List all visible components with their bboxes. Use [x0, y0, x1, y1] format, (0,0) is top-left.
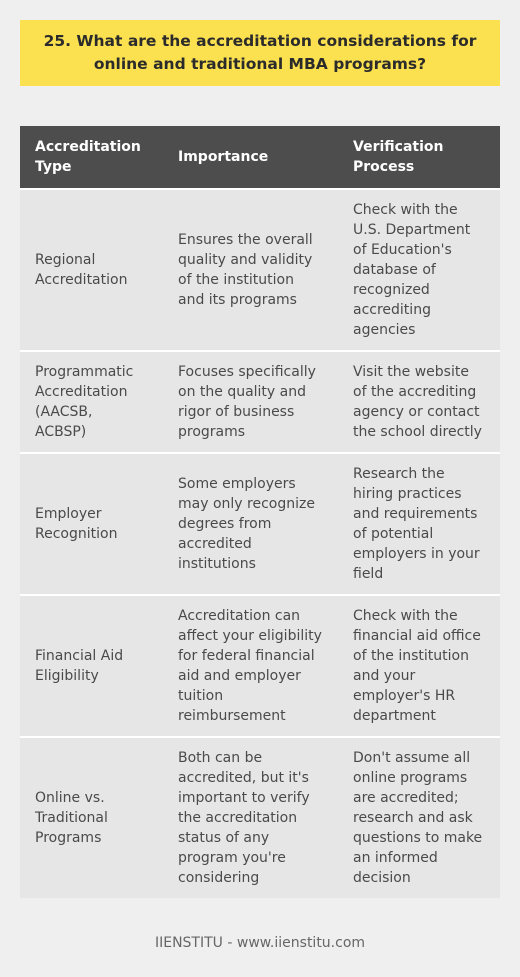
header-verification-process: Verification Process: [338, 126, 500, 189]
footer-credit: IIENSTITU - www.iienstitu.com: [154, 935, 366, 951]
cell-importance: Ensures the overall quality and validity of the institution and its programs: [163, 189, 338, 351]
table-header-row: [20, 126, 500, 189]
cell-importance: Accreditation can affect your eligibility for federal financial aid and employer tuition reimbursement: [163, 595, 338, 737]
table-row: [20, 189, 500, 351]
title-banner: [20, 20, 500, 86]
cell-importance: Some employers may only recognize degrees from accredited institutions: [163, 453, 338, 595]
cell-importance: Both can be accredited, but it's important to verify the accreditation status of any program you're considering: [163, 737, 338, 898]
cell-accreditation-type: Regional Accreditation: [20, 189, 163, 351]
header-importance: Importance: [163, 126, 338, 189]
cell-verification: Check with the financial aid office of the institution and your employer's HR department: [338, 595, 500, 737]
table-row: [20, 453, 500, 595]
cell-verification: Visit the website of the accrediting agency or contact the school directly: [338, 351, 500, 453]
table-row: [20, 351, 500, 453]
cell-accreditation-type: Online vs. Traditional Programs: [20, 737, 163, 898]
cell-verification: Don't assume all online programs are accredited; research and ask questions to make an informed decision: [338, 737, 500, 898]
cell-importance: Focuses specifically on the quality and rigor of business programs: [163, 351, 338, 453]
cell-accreditation-type: Programmatic Accreditation (AACSB, ACBSP): [20, 351, 163, 453]
table-row: [20, 737, 500, 898]
cell-accreditation-type: Financial Aid Eligibility: [20, 595, 163, 737]
table-row: [20, 595, 500, 737]
accreditation-table: [20, 126, 500, 898]
cell-verification: Check with the U.S. Department of Education's database of recognized accrediting agencies: [338, 189, 500, 351]
page-title: 25. What are the accreditation considerations for online and traditional MBA programs?: [43, 32, 477, 73]
header-accreditation-type: Accreditation Type: [20, 126, 163, 189]
cell-accreditation-type: Employer Recognition: [20, 453, 163, 595]
cell-verification: Research the hiring practices and requirements of potential employers in your field: [338, 453, 500, 595]
